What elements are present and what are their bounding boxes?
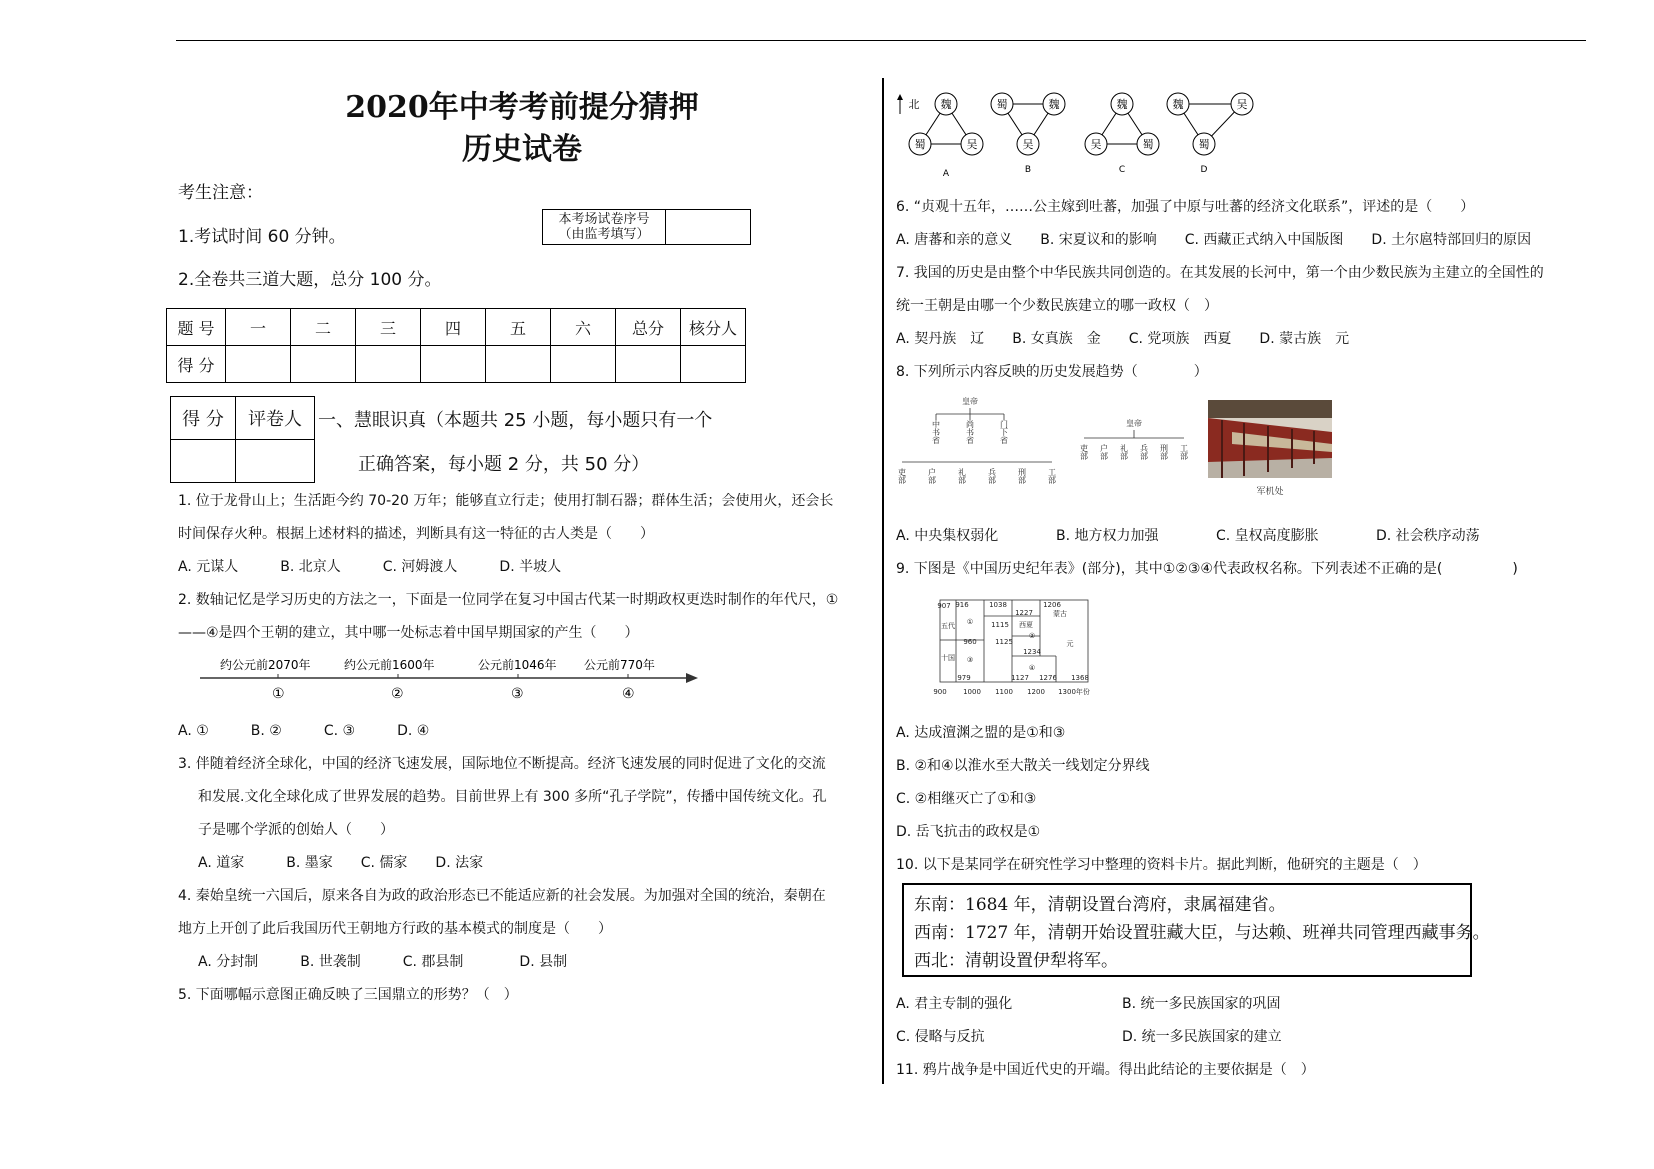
year-label: 916 [955, 601, 969, 609]
score-cell[interactable] [356, 346, 421, 383]
chart1-dept: 刑部 [1017, 468, 1027, 484]
question-text: 地方上开创了此后我国历代王朝地方行政的基本模式的制度是（ ） [178, 921, 612, 937]
column-header: 一 [226, 309, 291, 346]
score-cell[interactable] [226, 346, 291, 383]
score-cell[interactable] [421, 346, 486, 383]
question-text: 3. 伴随着经济全球化，中国的经济飞速发展，国际地位不断提高。经济飞速发展的同时促进了文化的交流 [178, 756, 826, 772]
score-cell[interactable] [616, 346, 681, 383]
junjichu-photo [1208, 400, 1332, 478]
year-label: 1206 [1043, 601, 1061, 609]
info-card [902, 883, 1490, 977]
timeline-label: 公元前770年 [584, 658, 655, 672]
timeline-label: 约公元前1600年 [344, 658, 435, 672]
diagram-d [1167, 93, 1253, 175]
column-header: 六 [551, 309, 616, 346]
question-text: ——④是四个王朝的建立，其中哪一处标志着中国早期国家的产生（ ） [178, 625, 639, 641]
section-title: 一、慧眼识真（本题共 25 小题，每小题只有一个 [318, 410, 713, 431]
seat-number-input[interactable] [666, 210, 751, 245]
question-text: 1. 位于龙骨山上；生活距今约 70-20 万年；能够直立行走；使用打制石器；群体生活；会使用火，还会长 [178, 493, 834, 509]
column-header: 二 [291, 309, 356, 346]
notice-heading: 考生注意： [178, 183, 263, 203]
score-cell[interactable] [681, 346, 746, 383]
timeline-mark: ③ [511, 686, 524, 702]
question-options[interactable]: A. 唐蕃和亲的意义 B. 宋夏议和的影响 C. 西藏正式纳入中国版图 D. 土尔扈特部回归的原因 [896, 232, 1532, 248]
question-text: 统一王朝是由哪一个少数民族建立的哪一政权（ ） [896, 298, 1218, 314]
timeline-mark: ④ [622, 686, 635, 702]
question-text: 8. 下列所示内容反映的历史发展趋势（ ） [896, 364, 1208, 380]
chart1-emperor: 皇帝 [962, 397, 978, 406]
question-text: 9. 下图是《中国历史纪年表》(部分)，其中①②③④代表政权名称。下列表述不正确的是( ) [896, 561, 1518, 577]
year-label: 1038 [989, 601, 1007, 609]
diagram-label: A [942, 169, 950, 179]
question-text: 2. 数轴记忆是学习历史的方法之一，下面是一位同学在复习中国古代某一时期政权更迭时制作的年代尺，① [178, 592, 839, 608]
question-options[interactable]: A. 契丹族 辽 B. 女真族 金 C. 党项族 西夏 D. 蒙古族 元 [896, 331, 1350, 347]
chart1-ministry: 门下省 [999, 420, 1009, 444]
year-label: 960 [963, 638, 977, 646]
question-text: 6. “贞观十五年，……公主嫁到吐蕃，加强了中原与吐蕃的经济文化联系”，评述的是（ ） [896, 199, 1475, 215]
axis-label: 1200 [1027, 688, 1045, 696]
kingdom-label: 魏 [1048, 98, 1060, 111]
kingdom-label: 魏 [1116, 98, 1128, 111]
grader-score-cell[interactable] [171, 440, 236, 483]
year-label: 1227 [1015, 609, 1033, 617]
north-label: 北 [908, 98, 920, 111]
year-label: 1234 [1023, 648, 1041, 656]
card-line: 西北：清朝设置伊犁将军。 [914, 951, 1118, 971]
page-title: 2020年中考考前提分猜押 [345, 90, 699, 125]
top-rule [176, 40, 1586, 41]
kingdom-label: 魏 [940, 98, 952, 111]
regime-mark: ① [966, 618, 974, 626]
regime-mark: ③ [966, 656, 974, 664]
grader-reviewer-cell[interactable] [236, 440, 315, 483]
column-header: 四 [421, 309, 486, 346]
question-option[interactable]: B. 统一多民族国家的巩固 [1122, 996, 1281, 1012]
kingdom-label: 蜀 [914, 138, 926, 151]
seat-label-line: （由监考填写） [558, 227, 650, 242]
grader-score-label: 得 分 [171, 397, 236, 440]
question-text: 时间保存火种。根据上述材料的描述，判断具有这一特征的古人类是（ ） [178, 526, 654, 542]
seat-number-label [543, 210, 666, 245]
regime-mark: ② [1028, 632, 1036, 640]
year-label: 1115 [991, 621, 1009, 629]
chart2-dept: 吏部 [1079, 444, 1089, 460]
seat-label-line: 本考场试卷序号 [558, 212, 650, 227]
timeline-mark: ① [272, 686, 285, 702]
chart1-dept: 户部 [927, 468, 937, 484]
year-label: 1276 [1039, 674, 1057, 682]
kingdom-label: 蜀 [1142, 138, 1154, 151]
chart2-dept: 户部 [1099, 444, 1109, 460]
axis-label: 900 [933, 688, 947, 696]
column-header: 五 [486, 309, 551, 346]
axis-label: 1000 [963, 688, 981, 696]
question-option[interactable]: A. 达成澶渊之盟的是①和③ [896, 725, 1066, 741]
regime-name: 蒙古 [1053, 610, 1067, 618]
question-option[interactable]: C. 皇权高度膨胀 [1216, 528, 1319, 544]
axis-label: 1100 [995, 688, 1013, 696]
score-cell[interactable] [291, 346, 356, 383]
diagram-c [1085, 93, 1159, 175]
timeline-mark: ② [391, 686, 404, 702]
question-text: 4. 秦始皇统一六国后，原来各自为政的政治形态已不能适应新的社会发展。为加强对全国的统治，秦朝在 [178, 888, 826, 904]
year-label: 1368 [1071, 674, 1089, 682]
card-line: 东南：1684 年，清朝设置台湾府，隶属福建省。 [914, 895, 1286, 915]
regime-name: 西夏 [1019, 621, 1033, 629]
question-option[interactable]: D. 统一多民族国家的建立 [1122, 1029, 1282, 1045]
kingdom-label: 吴 [1022, 138, 1034, 151]
notice-item: 2.全卷共三道大题，总分 100 分。 [178, 270, 442, 290]
chart1-dept: 礼部 [957, 468, 967, 484]
axis-label: 1300年份 [1058, 688, 1090, 696]
row-label: 题 号 [167, 309, 226, 346]
question-text: 11. 鸦片战争是中国近代史的开端。得出此结论的主要依据是（ ） [896, 1062, 1315, 1078]
question-options[interactable]: A. 元谋人 B. 北京人 C. 河姆渡人 D. 半坡人 [178, 559, 562, 575]
score-cell[interactable] [551, 346, 616, 383]
year-label: 1125 [995, 638, 1013, 646]
card-line: 西南：1727 年，清朝开始设置驻藏大臣，与达赖、班禅共同管理西藏事务。 [914, 923, 1490, 943]
column-header: 核分人 [681, 309, 746, 346]
score-cell[interactable] [486, 346, 551, 383]
kingdom-label: 吴 [966, 138, 978, 151]
question-text: 和发展.文化全球化成了世界发展的趋势。目前世界上有 300 多所“孔子学院”，传播中国传统文化。孔 [198, 789, 827, 805]
row-label: 得 分 [167, 346, 226, 383]
chart1-dept: 工部 [1047, 468, 1057, 484]
chart2-dept: 工部 [1179, 444, 1189, 460]
column-header: 总分 [616, 309, 681, 346]
regime-mark: ④ [1028, 664, 1036, 672]
question-options[interactable]: A. ① B. ② C. ③ D. ④ [178, 723, 430, 739]
page-subtitle: 历史试卷 [462, 132, 582, 167]
grader-reviewer-label: 评卷人 [236, 397, 315, 440]
question-option[interactable]: C. 侵略与反抗 [896, 1029, 985, 1045]
timeline-arrow [686, 673, 698, 683]
question-text: 5. 下面哪幅示意图正确反映了三国鼎立的形势？（ ） [178, 987, 518, 1003]
question-text: 子是哪个学派的创始人（ ） [198, 822, 394, 838]
question-options[interactable]: A. 道家 B. 墨家 C. 儒家 D. 法家 [198, 855, 484, 871]
question-text: 10. 以下是某同学在研究性学习中整理的资料卡片。据此判断，他研究的主题是（ ） [896, 857, 1427, 873]
question-option[interactable]: A. 中央集权弱化 [896, 528, 999, 544]
grader-table [170, 396, 315, 483]
kingdom-label: 吴 [1090, 138, 1102, 151]
question-option[interactable]: D. 社会秩序动荡 [1376, 528, 1480, 544]
three-kingdoms-diagrams [896, 84, 1276, 180]
question-options[interactable]: A. 分封制 B. 世袭制 C. 郡县制 D. 县制 [198, 954, 568, 970]
score-table [166, 308, 746, 383]
chronology-chart [928, 594, 1108, 698]
year-label: 907 [937, 602, 951, 610]
question-option[interactable]: A. 君主专制的强化 [896, 996, 1013, 1012]
north-arrow-head [897, 94, 903, 100]
column-header: 三 [356, 309, 421, 346]
notice-item: 1.考试时间 60 分钟。 [178, 227, 346, 247]
column-divider [882, 78, 884, 1084]
diagram-label: B [1024, 165, 1032, 175]
chart1-dept: 吏部 [897, 468, 907, 484]
question-text: 7. 我国的历史是由整个中华民族共同创造的。在其发展的长河中，第一个由少数民族为主建立的全国性的 [896, 265, 1544, 281]
chart1-ministry: 中书省 [931, 420, 941, 444]
government-structure-figure [892, 392, 1334, 504]
diagram-label: D [1200, 165, 1208, 175]
chart2-dept: 兵部 [1139, 444, 1149, 460]
timeline-label: 公元前1046年 [478, 658, 557, 672]
regime-name: 元 [1066, 640, 1074, 648]
timeline-label: 约公元前2070年 [220, 658, 311, 672]
regime-name: 五代 [941, 622, 955, 630]
chart2-dept: 刑部 [1159, 444, 1169, 460]
year-label: 979 [957, 674, 971, 682]
diagram-b [991, 93, 1065, 175]
photo-caption: 军机处 [1256, 487, 1284, 497]
diagram-a [909, 93, 983, 179]
regime-name: 十国 [941, 654, 955, 662]
question-option[interactable]: B. 地方权力加强 [1056, 528, 1159, 544]
kingdom-label: 蜀 [1198, 138, 1210, 151]
timeline-figure [198, 652, 708, 708]
year-label: 1127 [1011, 674, 1029, 682]
chart2-emperor: 皇帝 [1126, 419, 1142, 428]
diagram-label: C [1118, 165, 1126, 175]
kingdom-label: 魏 [1172, 98, 1184, 111]
kingdom-label: 蜀 [996, 98, 1008, 111]
chart1-dept: 兵部 [987, 468, 997, 484]
seat-number-box [542, 209, 751, 245]
question-option[interactable]: D. 岳飞抗击的政权是① [896, 824, 1041, 840]
question-option[interactable]: C. ②相继灭亡了①和③ [896, 791, 1037, 807]
chart2-dept: 礼部 [1119, 444, 1129, 460]
chart1-ministry: 尚书省 [965, 420, 975, 444]
question-option[interactable]: B. ②和④以淮水至大散关一线划定分界线 [896, 758, 1150, 774]
section-title: 正确答案，每小题 2 分，共 50 分） [358, 454, 650, 475]
kingdom-label: 吴 [1236, 98, 1248, 111]
